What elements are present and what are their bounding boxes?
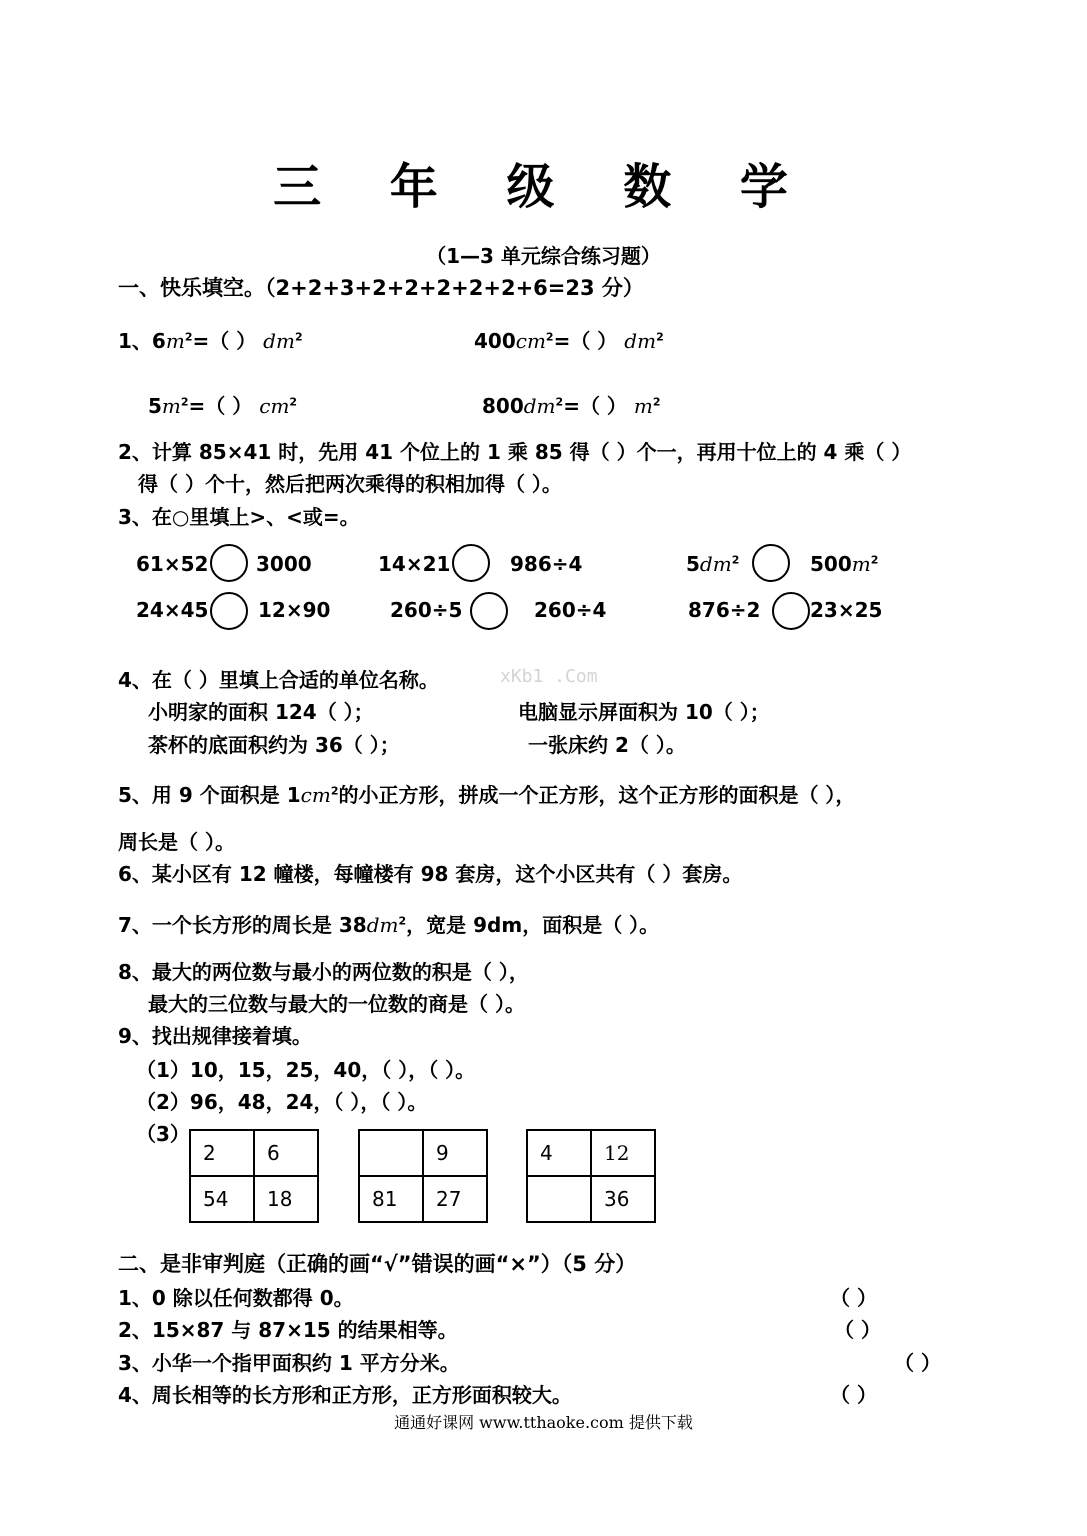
grid-cell: 9 — [423, 1130, 487, 1176]
q1-d: $800dm^2=$（ ） $m^2$ — [482, 394, 661, 418]
grid-cell-blank[interactable] — [527, 1176, 591, 1222]
q3-r2c: 260÷5 — [390, 598, 463, 622]
judge-item-2: 2、15×87 与 87×15 的结果相等。 — [118, 1318, 458, 1342]
q3-r2a: 24×45 — [136, 598, 209, 622]
q8-line1: 8、最大的两位数与最小的两位数的积是（ ）， — [118, 960, 529, 984]
grid-cell: 12 — [591, 1130, 655, 1176]
grid-cell: 54 — [190, 1176, 254, 1222]
grid-cell: 4 — [527, 1130, 591, 1176]
pattern-grid-3 — [526, 1129, 656, 1223]
section2-heading: 二、是非审判庭（正确的画“√”错误的画“×”）（5 分） — [118, 1252, 637, 1276]
q3-r1a: 61×52 — [136, 552, 209, 576]
q9-heading: 9、找出规律接着填。 — [118, 1024, 312, 1048]
q5-line1: 5、用 9 个面积是 $1cm^2$的小正方形，拼成一个正方形，这个正方形的面积是（ ）， — [118, 783, 856, 807]
judge-blank-2[interactable]: （ ） — [834, 1318, 881, 1342]
q3-r2f: 23×25 — [810, 598, 883, 622]
section1-heading: 一、快乐填空。（2+2+3+2+2+2+2+2+6=23 分） — [118, 276, 644, 300]
judge-blank-1[interactable]: （ ） — [830, 1286, 877, 1310]
pattern-grid-1 — [189, 1129, 319, 1223]
compare-circle[interactable] — [210, 544, 248, 582]
q4-line3b: 一张床约 2（ ）。 — [528, 733, 686, 757]
q3-heading: 3、在○里填上>、<或=。 — [118, 505, 360, 529]
q9-1: （1）10，15，25，40，（ ），（ ）。 — [136, 1058, 476, 1082]
grid-cell: 18 — [254, 1176, 318, 1222]
grid-cell: 36 — [591, 1176, 655, 1222]
grid-cell: 2 — [190, 1130, 254, 1176]
compare-circle[interactable] — [452, 544, 490, 582]
judge-item-4: 4、周长相等的长方形和正方形，正方形面积较大。 — [118, 1383, 572, 1407]
judge-blank-4[interactable]: （ ） — [830, 1383, 877, 1407]
q3-r1e: $5dm^2$ — [686, 552, 740, 576]
q4-line2a: 小明家的面积 124（ ）； — [148, 700, 374, 724]
page-footer: 通通好课网 www.tthaoke.com 提供下载 — [394, 1413, 693, 1432]
judge-blank-3[interactable]: （ ） — [894, 1351, 941, 1375]
q3-r1c: 14×21 — [378, 552, 451, 576]
q7: 7、一个长方形的周长是 $38dm^2$，宽是 9dm，面积是（ ）。 — [118, 913, 660, 937]
q1-c: $5m^2=$（ ） $cm^2$ — [148, 394, 298, 418]
q3-r1f: $500m^2$ — [810, 552, 879, 576]
grid-cell: 6 — [254, 1130, 318, 1176]
q8-line2: 最大的三位数与最大的一位数的商是（ ）。 — [148, 992, 525, 1016]
q2-line1: 2、计算 85×41 时，先用 41 个位上的 1 乘 85 得（ ）个一，再用十位上的 4 乘（ ） — [118, 440, 912, 464]
page-subtitle: （1—3 单元综合练习题） — [426, 244, 661, 268]
q3-r2b: 12×90 — [258, 598, 331, 622]
q5-line2: 周长是（ ）。 — [118, 830, 235, 854]
grid-cell-blank[interactable] — [359, 1130, 423, 1176]
judge-item-3: 3、小华一个指甲面积约 1 平方分米。 — [118, 1351, 460, 1375]
compare-circle[interactable] — [470, 592, 508, 630]
q2-line2: 得（ ）个十，然后把两次乘得的积相加得（ ）。 — [138, 472, 562, 496]
q1-a: 1、$6m^2=$（ ） $dm^2$ — [118, 329, 303, 353]
compare-circle[interactable] — [210, 592, 248, 630]
q9-2: （2）96，48，24，（ ），（ ）。 — [136, 1090, 428, 1114]
q1-b: $400cm^2=$（ ） $dm^2$ — [474, 329, 664, 353]
judge-item-1: 1、0 除以任何数都得 0。 — [118, 1286, 354, 1310]
q6: 6、某小区有 12 幢楼，每幢楼有 98 套房，这个小区共有（ ）套房。 — [118, 862, 743, 886]
q4-heading: 4、在（ ）里填上合适的单位名称。 — [118, 668, 439, 692]
q4-line2b: 电脑显示屏面积为 10（ ）； — [518, 700, 770, 724]
page-title: 三 年 级 数 学 — [273, 159, 814, 215]
pattern-grid-2 — [358, 1129, 488, 1223]
q3-r2d: 260÷4 — [534, 598, 607, 622]
q3-r1d: 986÷4 — [510, 552, 583, 576]
grid-cell: 81 — [359, 1176, 423, 1222]
q4-line3a: 茶杯的底面积约为 36（ ）； — [148, 733, 400, 757]
q9-3: （3） — [136, 1122, 190, 1146]
watermark: xKb1 .Com — [500, 666, 598, 687]
q3-r1b: 3000 — [256, 552, 312, 576]
compare-circle[interactable] — [752, 544, 790, 582]
grid-cell: 27 — [423, 1176, 487, 1222]
q3-r2e: 876÷2 — [688, 598, 761, 622]
compare-circle[interactable] — [772, 592, 810, 630]
